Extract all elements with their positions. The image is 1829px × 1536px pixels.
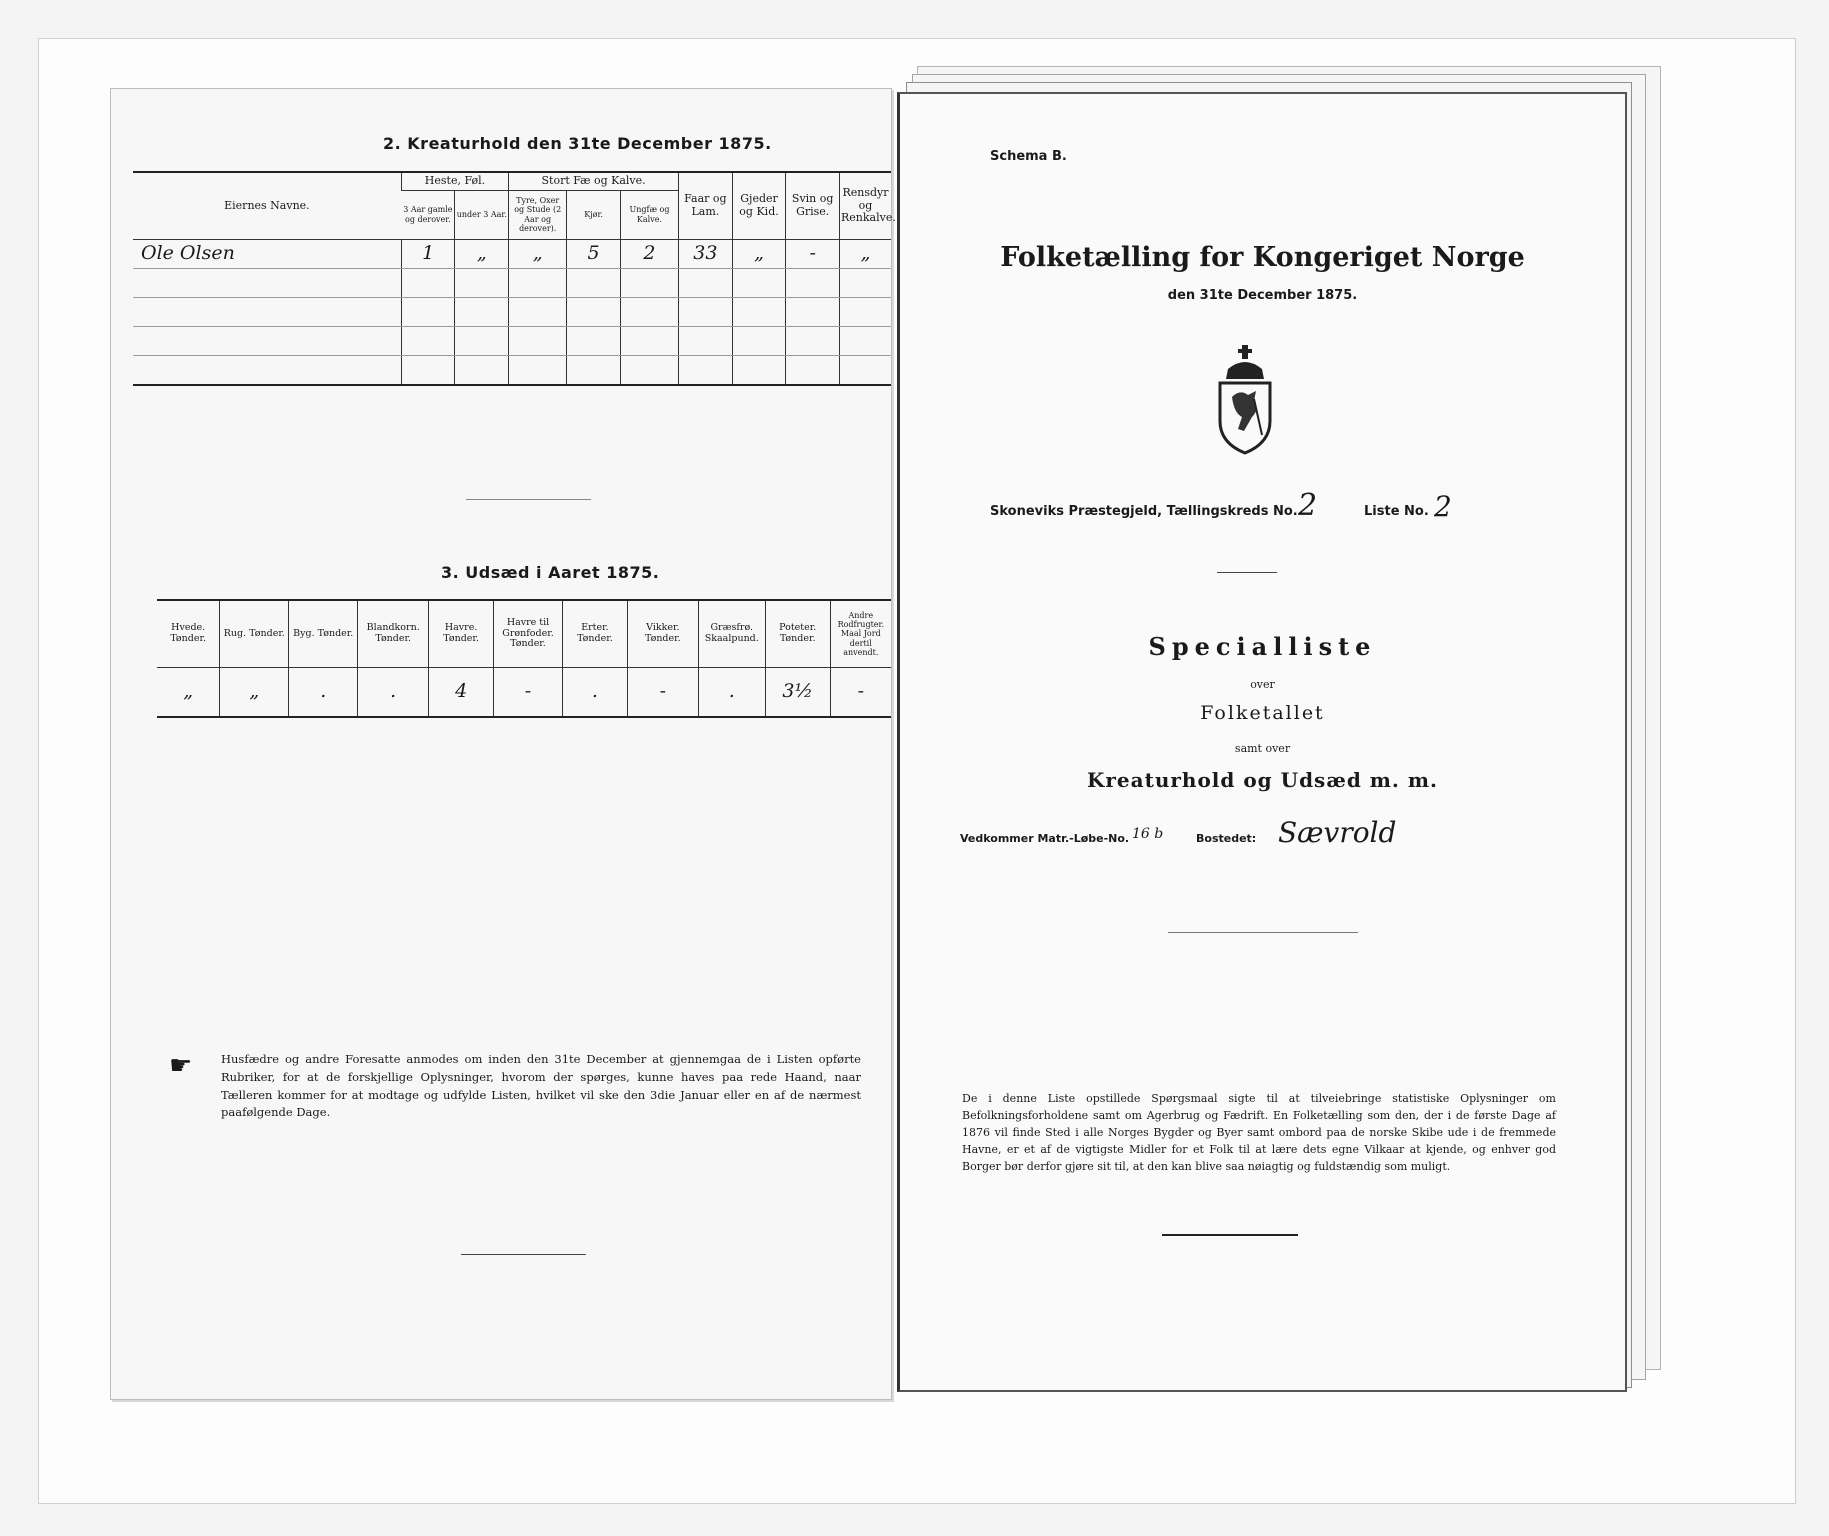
header-oats: Havre. Tønder. [429,600,494,668]
section2-title: 2. Kreaturhold den 31te December 1875. [383,134,772,153]
header-horses: Heste, Føl. [401,172,508,190]
header-grass-seed: Græsfrø. Skaalpund. [698,600,765,668]
header-oxen: Tyre, Oxer og Stude (2 Aar og derover). [509,190,567,239]
cell: „ [455,239,509,268]
schema-label: Schema B. [990,149,1067,164]
parish-label: Skoneviks Præstegjeld, Tællingskreds No. [990,504,1298,519]
pointing-hand-icon: ☛ [169,1051,193,1081]
header-root-crops: Andre Rodfrugter. Maal Jord dertil anvendt. [830,600,891,668]
header-calves: Ungfæ og Kalve. [620,190,678,239]
footer-text: De i denne Liste opstillede Spørgsmaal sigte til at tilveiebringe statistiske Oplysninger om Befolkningsforholdene samt om Agerbrug og Fædrift. En Folketælling som den, der i de første Dage af 1876 vil finde Sted i alle Norges Bygder og Byer samt ombord paa de norske Skibe ude i de fremmede Havne, er et af de vigtigste Midler for et Folk til at lære dets egne Vilkaar at kjende, og enhver god Borger bør derfor gjøre sit til, at den kan blive saa nøiagtig og fuldstændig som muligt. [962,1092,1556,1174]
header-horses-young: under 3 Aar. [455,190,509,239]
cell: . [289,668,358,718]
divider [1168,932,1358,933]
matr-label: Vedkommer Matr.-Løbe-No. [960,832,1130,845]
header-potatoes: Poteter. Tønder. [765,600,830,668]
bostedet-label: Bostedet: [1196,832,1257,845]
header-cattle: Stort Fæ og Kalve. [509,172,679,190]
table-row [133,268,891,297]
cell: „ [157,668,220,718]
table-row [157,668,891,718]
table-row [133,297,891,326]
list-label: Liste No. [1364,504,1429,519]
header-pigs: Svin og Grise. [786,172,840,239]
cell: „ [732,239,786,268]
header-green-fodder: Havre til Grønfoder. Tønder. [494,600,563,668]
sowing-table [157,599,891,718]
cell: 2 [620,239,678,268]
divider [1217,572,1277,573]
cell: „ [220,668,289,718]
divider [461,1254,586,1255]
table-row [133,326,891,355]
cell: - [627,668,698,718]
cell: . [562,668,627,718]
bostedet-value: Sævrold [1278,816,1397,849]
header-barley: Byg. Tønder. [289,600,358,668]
cell: „ [840,239,892,268]
header-rye: Rug. Tønder. [220,600,289,668]
left-page [110,88,896,1400]
header-owner: Eiernes Navne. [133,172,401,239]
livestock-table [133,171,896,386]
header-mixed-grain: Blandkorn. Tønder. [358,600,429,668]
cell: 5 [567,239,621,268]
kreaturhold-text: Kreaturhold og Udsæd m. m. [1087,768,1438,792]
cell: . [358,668,429,718]
divider [466,499,591,500]
table-row [133,239,891,268]
census-date: den 31te December 1875. [1167,288,1358,303]
right-page [897,92,1627,1392]
header-goats: Gjeder og Kid. [732,172,786,239]
header-vetch: Vikker. Tønder. [627,600,698,668]
matr-number: 16 b [1132,826,1164,842]
section3-title: 3. Udsæd i Aaret 1875. [441,563,660,582]
norway-coat-of-arms-icon [1208,339,1282,457]
folketallet-text: Folketallet [1200,702,1325,724]
cell: - [786,239,840,268]
header-peas: Erter. Tønder. [562,600,627,668]
owner-name-cell: Ole Olsen [133,239,401,268]
cell: - [830,668,891,718]
over-text: over [1250,678,1275,691]
cell: - [494,668,563,718]
cell: „ [509,239,567,268]
header-horses-old: 3 Aar gamle og derover. [401,190,455,239]
list-number: 2 [1434,490,1452,523]
divider [1162,1234,1298,1236]
cell: 1 [401,239,455,268]
header-sheep: Faar og Lam. [679,172,733,239]
cell: 3½ [765,668,830,718]
samt-over-text: samt over [1234,742,1291,755]
cell: 33 [679,239,733,268]
table-row [133,355,891,385]
district-number: 2 [1298,488,1318,523]
specialliste-title: Specialliste [1148,632,1377,661]
header-cows: Kjør. [567,190,621,239]
census-title: Folketælling for Kongeriget Norge [1000,242,1525,273]
cell: . [698,668,765,718]
cell: 4 [429,668,494,718]
header-wheat: Hvede. Tønder. [157,600,220,668]
header-reindeer: Rensdyr og Renkalve. [840,172,892,239]
notice-text: Husfædre og andre Foresatte anmodes om inden den 31te December at gjennemgaa de i Listen opførte Rubriker, for at de forskjellige Oplysninger, hvorom der spørges, kunne haves paa rede Haand, naar Tælleren kommer for at modtage og udfylde Listen, hvilket vil ske den 3die Januar eller en af de nærmest paafølgende Dage. [221,1052,861,1120]
